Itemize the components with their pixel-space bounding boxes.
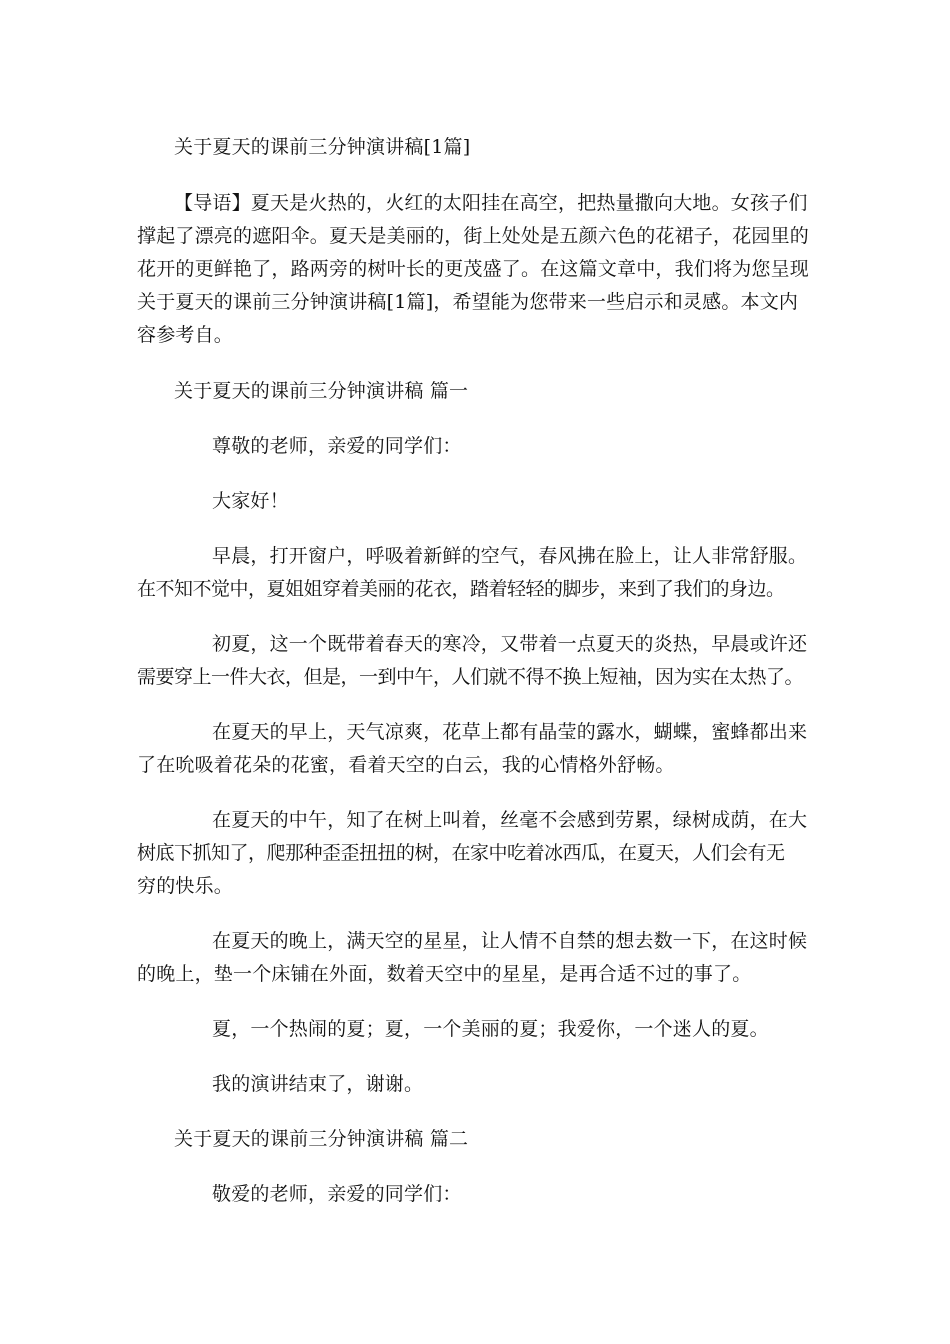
document-title: 关于夏天的课前三分钟演讲稿[1篇] bbox=[174, 136, 471, 158]
paragraph-line: 树底下抓知了，爬那种歪歪扭扭的树，在家中吃着冰西瓜，在夏天，人们会有无 bbox=[137, 842, 785, 864]
intro-line: 撑起了漂亮的遮阳伞。夏天是美丽的，街上处处是五颜六色的花裙子，花园里的 bbox=[137, 225, 810, 247]
paragraph-line: 需要穿上一件大衣，但是，一到中午，人们就不得不换上短袖，因为实在太热了。 bbox=[137, 666, 804, 688]
greeting: 大家好！ bbox=[212, 490, 289, 512]
paragraph-line: 在夏天的早上，天气凉爽，花草上都有晶莹的露水，蝴蝶，蜜蜂都出来 bbox=[212, 721, 808, 743]
paragraph-line: 穷的快乐。 bbox=[137, 875, 234, 897]
intro-line: 花开的更鲜艳了，路两旁的树叶长的更茂盛了。在这篇文章中，我们将为您呈现 bbox=[137, 258, 810, 280]
paragraph-line: 了在吮吸着花朵的花蜜，看着天空的白云，我的心情格外舒畅。 bbox=[137, 754, 675, 776]
paragraph-line: 的晚上，垫一个床铺在外面，数着天空中的星星，是再合适不过的事了。 bbox=[137, 963, 752, 985]
intro-line: 关于夏天的课前三分钟演讲稿[1篇]，希望能为您带来一些启示和灵感。本文内 bbox=[137, 291, 799, 313]
paragraph-line: 在夏天的晚上，满天空的星星，让人情不自禁的想去数一下，在这时候 bbox=[212, 930, 808, 952]
paragraph-line: 在不知不觉中，夏姐姐穿着美丽的花衣，踏着轻轻的脚步，来到了我们的身边。 bbox=[137, 578, 785, 600]
paragraph-i-love-summer: 夏，一个热闹的夏；夏，一个美丽的夏；我爱你，一个迷人的夏。 bbox=[212, 1018, 769, 1040]
closing-line: 我的演讲结束了，谢谢。 bbox=[212, 1073, 424, 1095]
section-heading-2: 关于夏天的课前三分钟演讲稿 篇二 bbox=[174, 1128, 469, 1150]
intro-line: 容参考自。 bbox=[137, 324, 234, 346]
salutation: 尊敬的老师，亲爱的同学们： bbox=[212, 435, 462, 457]
paragraph-line: 在夏天的中午，知了在树上叫着，丝毫不会感到劳累，绿树成荫，在大 bbox=[212, 809, 808, 831]
paragraph-line: 早晨，打开窗户，呼吸着新鲜的空气，春风拂在脸上，让人非常舒服。 bbox=[212, 545, 808, 567]
section-heading-1: 关于夏天的课前三分钟演讲稿 篇一 bbox=[174, 380, 469, 402]
paragraph-line: 初夏，这一个既带着春天的寒冷，又带着一点夏天的炎热，早晨或许还 bbox=[212, 633, 808, 655]
salutation-2: 敬爱的老师，亲爱的同学们： bbox=[212, 1183, 462, 1205]
intro-line: 【导语】夏天是火热的，火红的太阳挂在高空，把热量撒向大地。女孩子们 bbox=[174, 192, 808, 214]
